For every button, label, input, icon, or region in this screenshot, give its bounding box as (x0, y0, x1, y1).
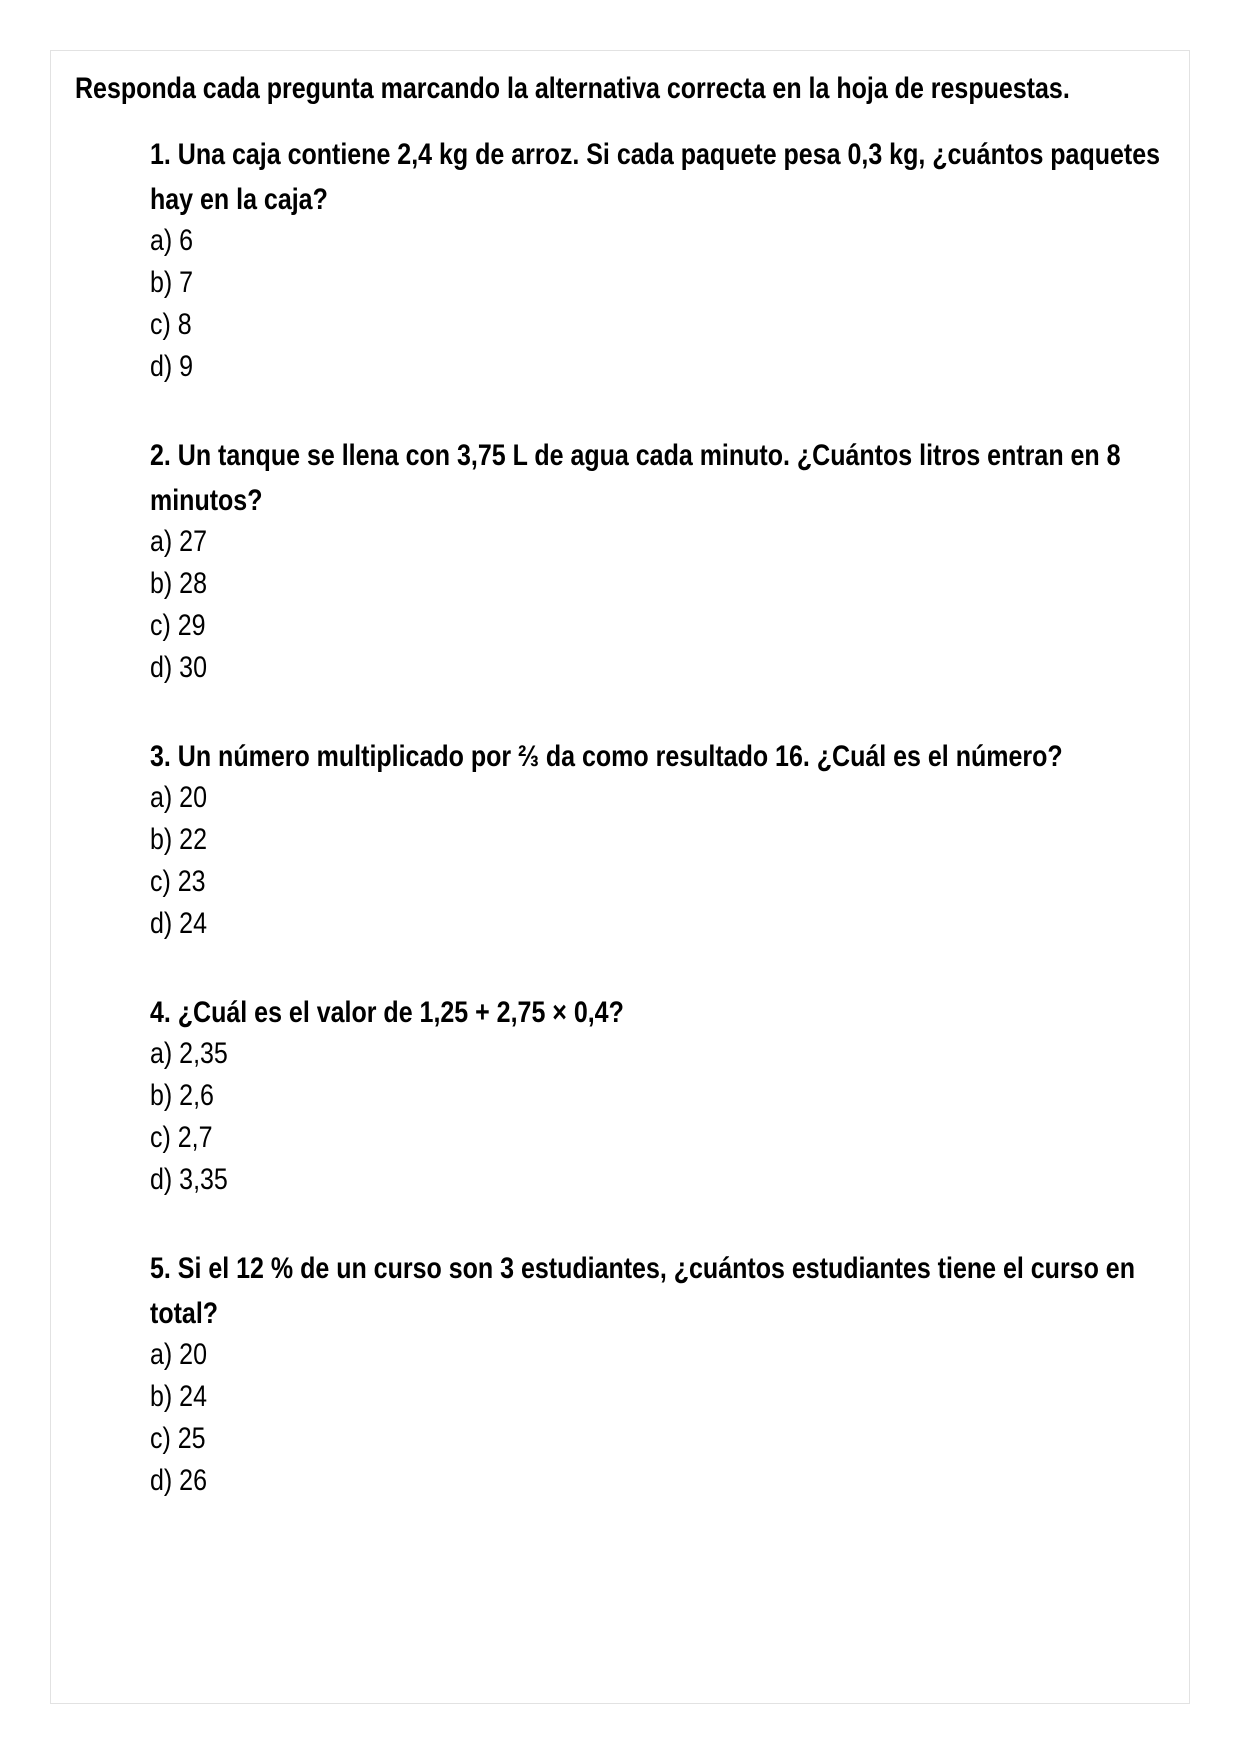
option-item: a) 27 (149, 525, 207, 558)
option-item: c) 23 (149, 865, 206, 898)
option-item: b) 24 (149, 1380, 207, 1413)
options-list (150, 521, 1180, 689)
option-item: a) 6 (149, 224, 194, 257)
option-item: b) 2,6 (149, 1079, 214, 1112)
option-item: d) 3,35 (149, 1163, 228, 1196)
question-block (150, 132, 1180, 388)
option-item: a) 20 (149, 1338, 207, 1371)
option-item: c) 25 (149, 1422, 206, 1455)
question-text: 2. Un tanque se llena con 3,75 L de agua cada minuto. ¿Cuántos litros entran en 8 minutos? (149, 439, 1121, 517)
page-content (75, 66, 1180, 1547)
option-item: d) 24 (149, 907, 207, 940)
options-list (150, 777, 1180, 945)
option-item: b) 28 (149, 567, 207, 600)
question-text: 5. Si el 12 % de un curso son 3 estudiantes, ¿cuántos estudiantes tiene el curso en total? (149, 1252, 1135, 1330)
option-item: d) 9 (149, 350, 194, 383)
option-item: c) 8 (149, 308, 192, 341)
question-block (150, 734, 1180, 945)
option-item: b) 7 (149, 266, 194, 299)
options-list (150, 1033, 1180, 1201)
option-item: c) 29 (149, 609, 206, 642)
option-item: d) 30 (149, 651, 207, 684)
questions-list (75, 132, 1180, 1502)
instruction-text: Responda cada pregunta marcando la alternativa correcta en la hoja de respuestas. (75, 72, 1070, 105)
question-block (150, 433, 1180, 689)
option-item: a) 2,35 (149, 1037, 228, 1070)
question-text: 4. ¿Cuál es el valor de 1,25 + 2,75 × 0,4? (149, 996, 624, 1029)
option-item: a) 20 (149, 781, 207, 814)
question-text: 3. Un número multiplicado por ⅔ da como resultado 16. ¿Cuál es el número? (149, 740, 1063, 773)
options-list (150, 220, 1180, 388)
option-item: c) 2,7 (149, 1121, 213, 1154)
question-text: 1. Una caja contiene 2,4 kg de arroz. Si cada paquete pesa 0,3 kg, ¿cuántos paquetes hay en la caja? (149, 138, 1161, 216)
question-block (150, 1246, 1180, 1502)
question-block (150, 990, 1180, 1201)
options-list (150, 1334, 1180, 1502)
option-item: d) 26 (149, 1464, 207, 1497)
option-item: b) 22 (149, 823, 207, 856)
